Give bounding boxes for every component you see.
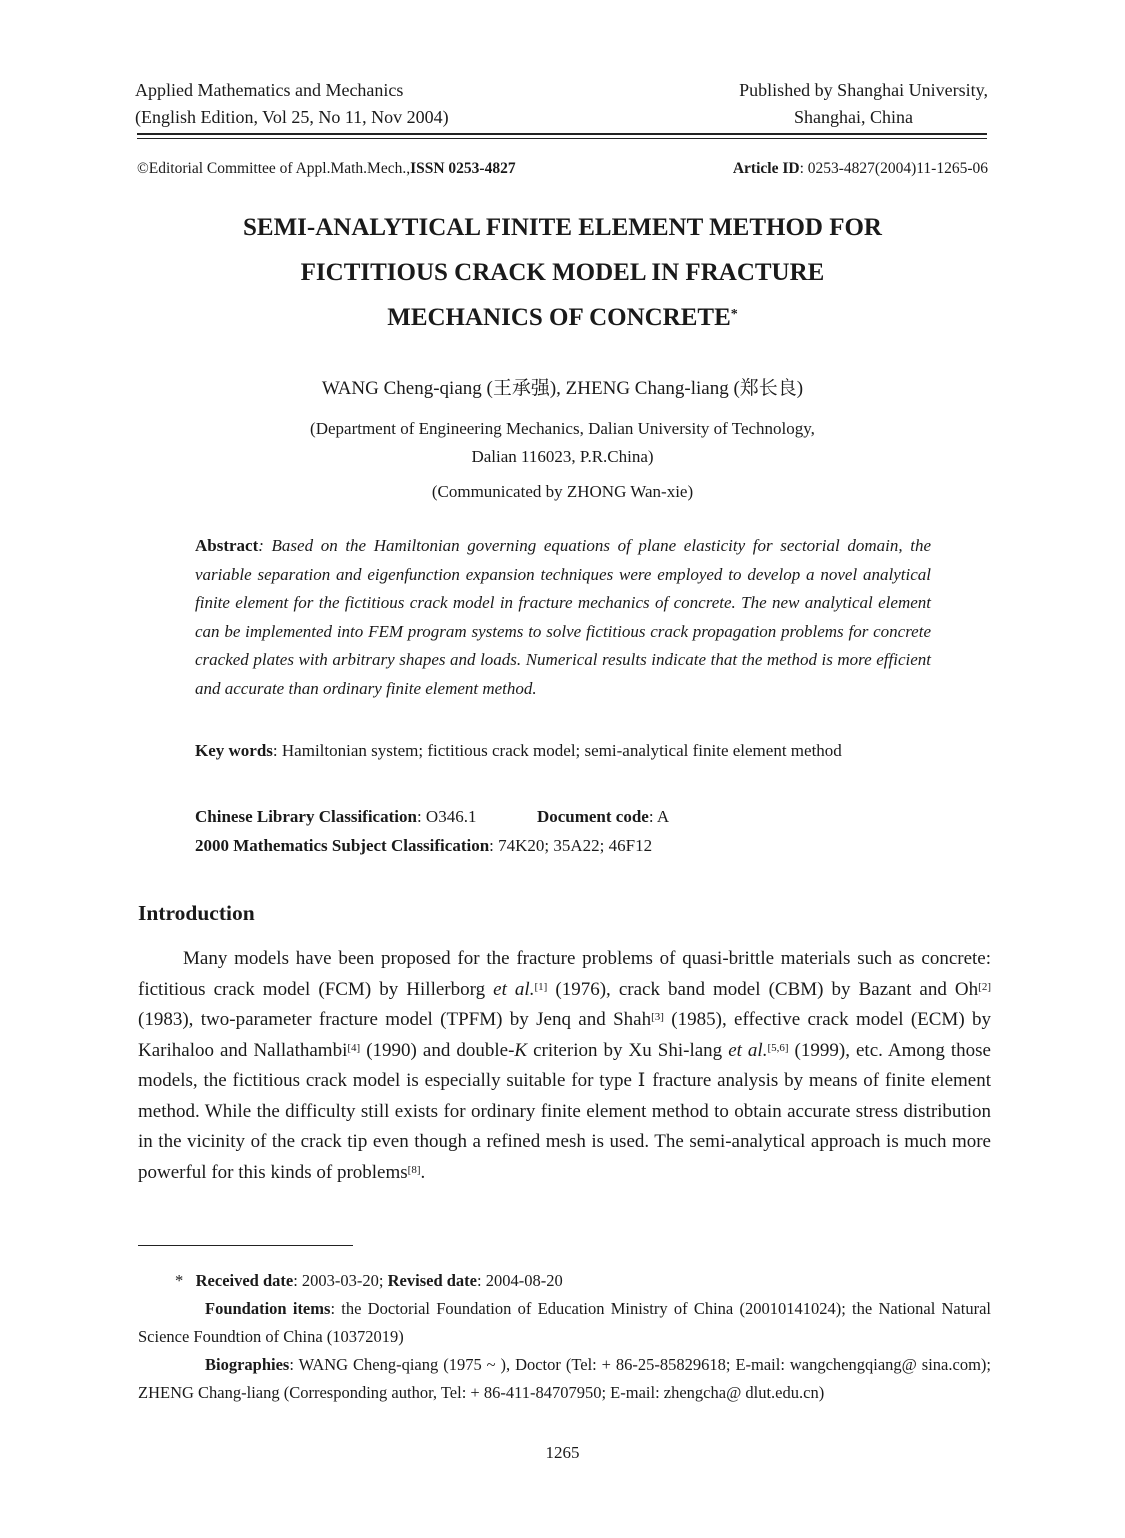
affiliation-line-1: (Department of Engineering Mechanics, Dalian University of Technology,	[310, 419, 815, 438]
article-id-label: Article ID	[732, 160, 800, 177]
citation-8[interactable]: [8]	[407, 1163, 421, 1176]
biographies-value: : WANG Cheng-qiang (1975 ~ ), Doctor (Tel: + 86-25-85829618; E-mail: wangchengqiang@ sina.com); ZHENG Chang-liang (Corresponding author, Tel: + 86-411-84707950; E-mail: zhengcha@ dlut.edu.cn)	[138, 1355, 991, 1402]
publisher-name: Published by Shanghai University,	[739, 80, 988, 100]
introduction-paragraph	[138, 944, 991, 1188]
intro-k-symbol: K	[514, 1039, 528, 1061]
citation-2[interactable]: [2]	[978, 980, 991, 993]
intro-text-8: .	[420, 1161, 426, 1183]
msc-value: : 74K20; 35A22; 46F12	[489, 836, 653, 855]
foundation-label: Foundation items	[205, 1299, 331, 1318]
keywords-label: Key words	[195, 741, 273, 760]
footnote-dates	[138, 1267, 991, 1295]
received-value: : 2003-03-20;	[293, 1271, 388, 1290]
title-line-3	[0, 295, 1125, 340]
article-id	[600, 160, 988, 178]
footnote-foundation	[138, 1295, 991, 1351]
clc-value: : O346.1	[416, 807, 477, 826]
issn: ISSN 0253-4827	[410, 160, 516, 177]
title-line-3-text: MECHANICS OF CONCRETE	[387, 304, 731, 331]
footnote-biographies	[138, 1351, 991, 1407]
msc-row	[195, 831, 669, 860]
authors: WANG Cheng-qiang (王承强), ZHENG Chang-liang (郑长良)	[321, 378, 804, 399]
clc-row	[195, 802, 669, 831]
doc-code-value: : A	[648, 807, 670, 826]
clc-label: Chinese Library Classification	[195, 807, 417, 826]
header-rule-thick	[137, 133, 987, 135]
abstract-label: Abstract	[195, 536, 259, 555]
citation-5-6[interactable]: [5,6]	[767, 1041, 789, 1054]
affiliation	[0, 415, 1125, 471]
received-label: Received date	[195, 1271, 294, 1290]
revised-label: Revised date	[387, 1271, 478, 1290]
abstract-text: : Based on the Hamiltonian governing equations of plane elasticity for sectorial domain, the variable separation and eigenfunction expansion techniques were employed to develop a novel analytical finite element for the fictitious crack model in fracture mechanics of concrete. The new analytical element can be implemented into FEM program systems to solve fictitious crack propagation problems for concrete cracked plates with arbitrary shapes and loads. Numerical results indicate that the method is more efficient and accurate than ordinary finite element method.	[195, 536, 931, 698]
page-number: 1265	[545, 1443, 580, 1462]
publisher-info	[640, 77, 988, 131]
title-line-1: SEMI-ANALYTICAL FINITE ELEMENT METHOD FOR	[242, 214, 882, 241]
copyright-line	[137, 160, 516, 178]
article-id-value: : 0253-4827(2004)11-1265-06	[799, 160, 988, 177]
intro-etal-1: et al.	[493, 978, 535, 1000]
intro-text-7: (1999), etc. Among those models, the fictitious crack model is especially suitable for type Ⅰ fracture analysis by means of finite element method. While the difficulty still exists for ordinary finite element method to obtain accurate stress distribution in the vicinity of the crack tip even though a refined mesh is used. The semi-analytical approach is much more powerful for this kinds of problems	[138, 1039, 991, 1183]
abstract	[195, 532, 931, 703]
intro-text-1: Many models have been proposed for the fracture problems of quasi-brittle materials such as concrete: fictitious crack model (FCM) by Hillerborg	[138, 948, 991, 1000]
paper-title	[0, 205, 1125, 340]
intro-text-5: (1990) and double-	[360, 1039, 515, 1061]
section-heading-introduction: Introduction	[138, 901, 255, 925]
intro-etal-2: et al.	[728, 1039, 768, 1061]
footnote-separator	[138, 1245, 353, 1246]
journal-name: Applied Mathematics and Mechanics	[135, 80, 404, 100]
introduction-text	[138, 944, 991, 1188]
intro-text-3: (1983), two-parameter fracture model (TPFM) by Jenq and Shah	[138, 1009, 652, 1030]
affiliation-line-2: Dalian 116023, P.R.China)	[471, 447, 654, 466]
publisher-location: Shanghai, China	[794, 107, 913, 127]
citation-3[interactable]: [3]	[651, 1011, 664, 1023]
title-line-2: FICTITIOUS CRACK MODEL IN FRACTURE	[300, 259, 825, 286]
title-footnote-mark: *	[730, 307, 738, 322]
keywords	[195, 737, 931, 766]
footnotes	[138, 1267, 991, 1407]
footnote-star: *	[175, 1271, 184, 1290]
communicated-by: (Communicated by ZHONG Wan-xie)	[431, 482, 694, 501]
journal-info	[135, 77, 449, 131]
foundation-value: : the Doctorial Foundation of Education Ministry of China (20010141024); the National Natural Science Foundtion of China (10372019)	[138, 1299, 991, 1346]
copyright-text: ©Editorial Committee of Appl.Math.Mech.,	[137, 160, 411, 177]
classification	[195, 802, 669, 860]
intro-text-6: criterion by Xu Shi-lang	[527, 1039, 729, 1061]
doc-code-label: Document code	[536, 807, 649, 826]
revised-value: : 2004-08-20	[477, 1271, 563, 1290]
citation-4[interactable]: [4]	[347, 1041, 361, 1054]
msc-label: 2000 Mathematics Subject Classification	[195, 836, 490, 855]
intro-text-2: (1976), crack band model (CBM) by Bazant and Oh	[547, 978, 979, 1000]
keywords-text: : Hamiltonian system; fictitious crack model; semi-analytical finite element method	[272, 741, 842, 760]
biographies-label: Biographies	[205, 1355, 290, 1374]
intro-text-4: (1985), effective crack model (ECM) by Karihaloo and Nallathambi	[138, 1009, 992, 1061]
citation-1[interactable]: [1]	[534, 980, 548, 993]
journal-edition: (English Edition, Vol 25, No 11, Nov 2004)	[135, 107, 449, 127]
header-rule-thin	[137, 138, 987, 139]
